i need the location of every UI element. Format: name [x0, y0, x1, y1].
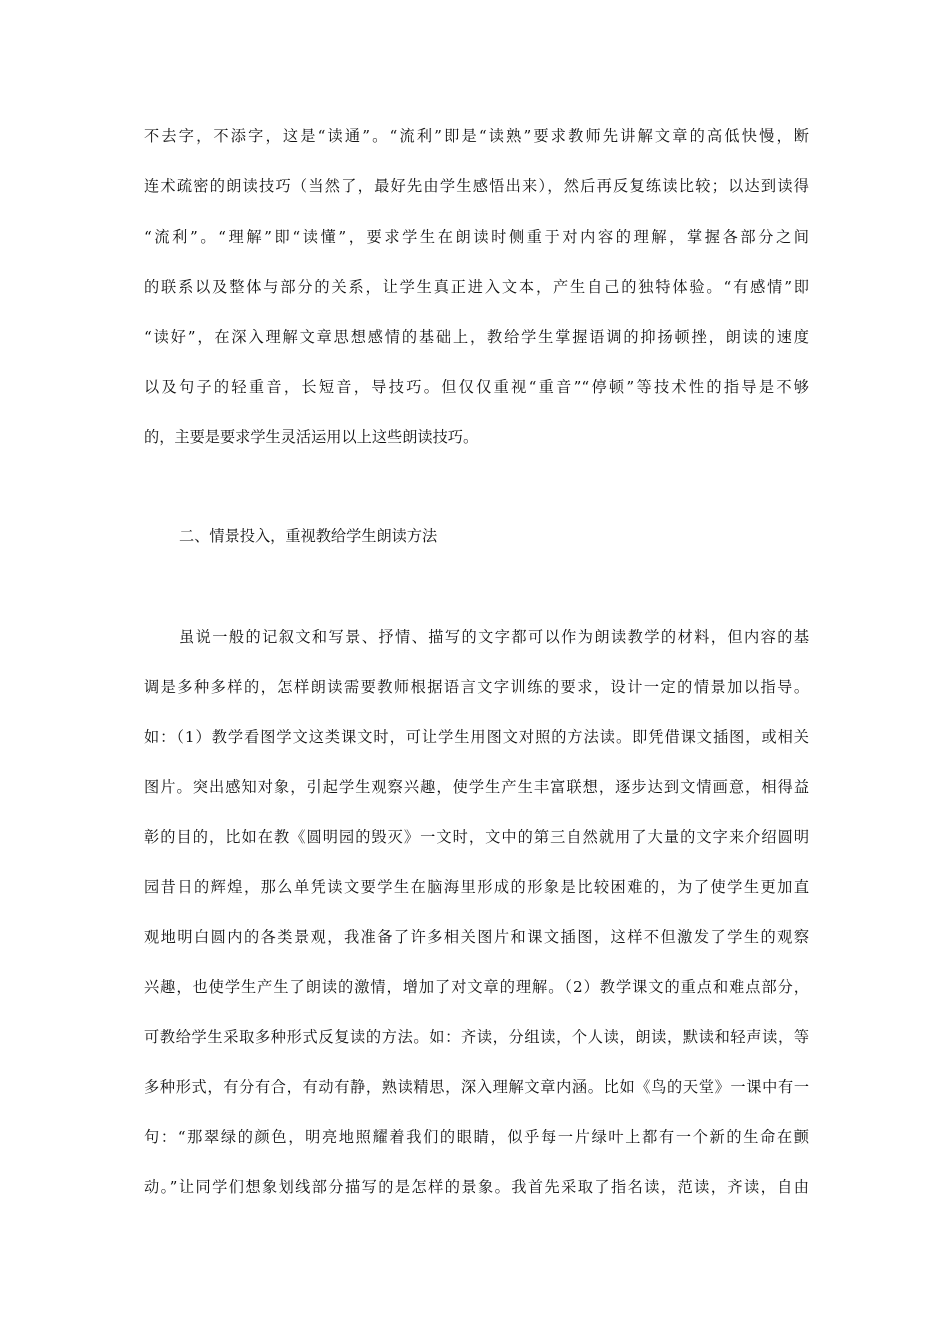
paragraph-2-line-5: 彰的目的，比如在教《圆明园的毁灭》一文时，文中的第三自然就用了大量的文字来介绍圆明 — [144, 828, 809, 846]
paragraph-2-line-8: 兴趣，也使学生产生了朗读的激情，增加了对文章的理解。（2）教学课文的重点和难点部分， — [144, 978, 809, 996]
paragraph-2-line-1: 虽说一般的记叙文和写景、抒情、描写的文字都可以作为朗读教学的材料，但内容的基 — [179, 628, 809, 646]
paragraph-2-line-2: 调是多种多样的，怎样朗读需要教师根据语言文字训练的要求，设计一定的情景加以指导。 — [144, 678, 809, 696]
paragraph-2-line-10: 多种形式，有分有合，有动有静，熟读精思，深入理解文章内涵。比如《鸟的天堂》一课中有一 — [144, 1078, 809, 1096]
paragraph-2-line-11: 句：“那翠绿的颜色，明亮地照耀着我们的眼睛，似乎每一片绿叶上都有一个新的生命在颤 — [144, 1128, 809, 1146]
section-heading: 二、情景投入，重视教给学生朗读方法 — [179, 527, 438, 545]
paragraph-2-line-9: 可教给学生采取多种形式反复读的方法。如：齐读，分组读，个人读，朗读，默读和轻声读，等 — [144, 1028, 809, 1046]
paragraph-1-line-4: 的联系以及整体与部分的关系，让学生真正进入文本，产生自己的独特体验。“有感情”即 — [144, 278, 809, 296]
paragraph-1-line-1: 不去字，不添字，这是“读通”。“流利”即是“读熟”要求教师先讲解文章的高低快慢，断 — [144, 127, 809, 145]
paragraph-1-line-5: “读好”，在深入理解文章思想感情的基础上，教给学生掌握语调的抑扬顿挫，朗读的速度 — [144, 328, 809, 346]
paragraph-1-line-7: 的，主要是要求学生灵活运用以上这些朗读技巧。 — [144, 428, 479, 446]
paragraph-2-line-6: 园昔日的辉煌，那么单凭读文要学生在脑海里形成的形象是比较困难的，为了使学生更加直 — [144, 878, 809, 896]
paragraph-1-line-3: “流利”。“理解”即“读懂”，要求学生在朗读时侧重于对内容的理解，掌握各部分之间 — [144, 228, 809, 246]
paragraph-2-line-7: 观地明白圆内的各类景观，我准备了许多相关图片和课文插图，这样不但激发了学生的观察 — [144, 928, 809, 946]
paragraph-2-line-3: 如：（1）教学看图学文这类课文时，可让学生用图文对照的方法读。即凭借课文插图，或相关 — [144, 728, 809, 746]
paragraph-2-line-12: 动。”让同学们想象划线部分描写的是怎样的景象。我首先采取了指名读，范读，齐读，自由 — [144, 1178, 809, 1196]
paragraph-1-line-6: 以及句子的轻重音，长短音，导技巧。但仅仅重视“重音”“停顿”等技术性的指导是不够 — [144, 378, 809, 396]
paragraph-1-line-2: 连术疏密的朗读技巧（当然了，最好先由学生感悟出来），然后再反复练读比较；以达到读得 — [144, 177, 809, 195]
paragraph-2-line-4: 图片。突出感知对象，引起学生观察兴趣，使学生产生丰富联想，逐步达到文情画意，相得益 — [144, 778, 809, 796]
